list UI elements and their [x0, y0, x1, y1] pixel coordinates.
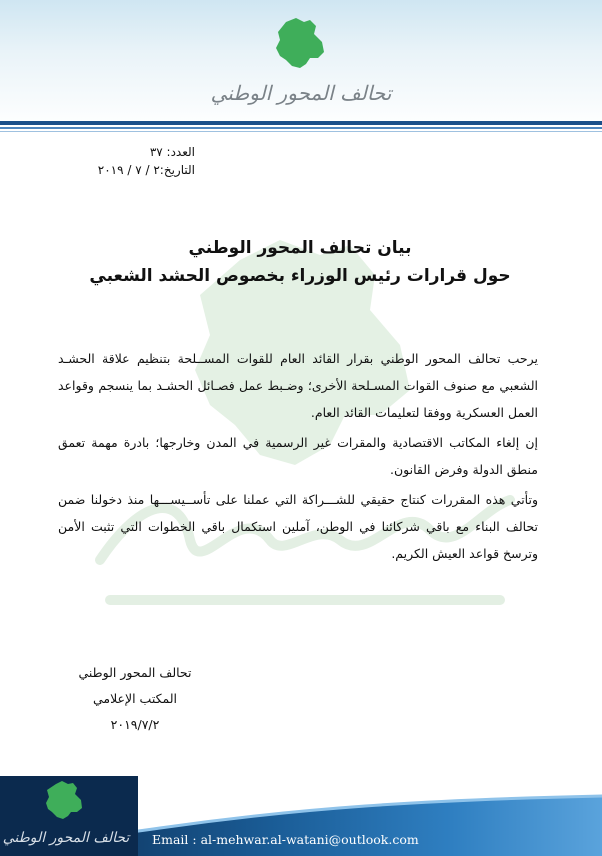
- paragraph: وتأتي هذه المقررات كنتاج حقيقي للشـــراكة التي عملنا على تأســيســـها منذ دخولنا ضمن تحالف البناء مع باقي شركائنا في الوطن، آملين استكمال باقي الخطوات التي تثبت الأمن وترسخ قواعد العيش الكريم.: [58, 492, 538, 561]
- statement-title: [40, 234, 560, 290]
- signature-block: [60, 660, 210, 738]
- paragraph: يرحب تحالف المحور الوطني بقرار القائد العام للقوات المســلحة بتنظيم علاقة الحشـد الشعبي مع صنوف القوات المسـلحة الأخرى؛ وضـبط عمل فصـائل الحشـد بما ينسجم وقواعد العمل العسكرية ووفقا لتعليمات القائد العام.: [58, 351, 538, 420]
- statement-body: [58, 345, 538, 570]
- letter-date: التاريخ:٢ / ٧ / ٢٠١٩: [97, 163, 195, 177]
- alliance-logo: [210, 12, 392, 120]
- signature-date: ٢٠١٩/٧/٢: [110, 717, 160, 732]
- footer-logo-calligraphy: تحالف المحور الوطني: [2, 830, 130, 846]
- header-stripe: [0, 131, 602, 132]
- title-line-1: بيان تحالف المحور الوطني: [188, 238, 412, 258]
- iraq-map-icon: [276, 18, 324, 68]
- footer-logo: [0, 776, 138, 856]
- letter-number: العدد: ٣٧: [149, 145, 195, 159]
- header-stripe: [0, 121, 602, 125]
- header-stripe: [0, 127, 602, 129]
- logo-calligraphy: تحالف المحور الوطني: [210, 81, 392, 105]
- signature-office: المكتب الإعلامي: [92, 691, 178, 706]
- title-line-2: حول قرارات رئيس الوزراء بخصوص الحشد الشعبي: [89, 266, 511, 286]
- paragraph: إن إلغاء المكاتب الاقتصادية والمقرات غير الرسمية في المدن وخارجها؛ بادرة مهمة تعمق منطق الدولة وفرض القانون.: [58, 435, 538, 477]
- signature-org: تحالف المحور الوطني: [78, 665, 192, 680]
- letter-meta: [60, 143, 195, 179]
- contact-email[interactable]: Email : al-mehwar.al-watani@outlook.com: [152, 832, 419, 847]
